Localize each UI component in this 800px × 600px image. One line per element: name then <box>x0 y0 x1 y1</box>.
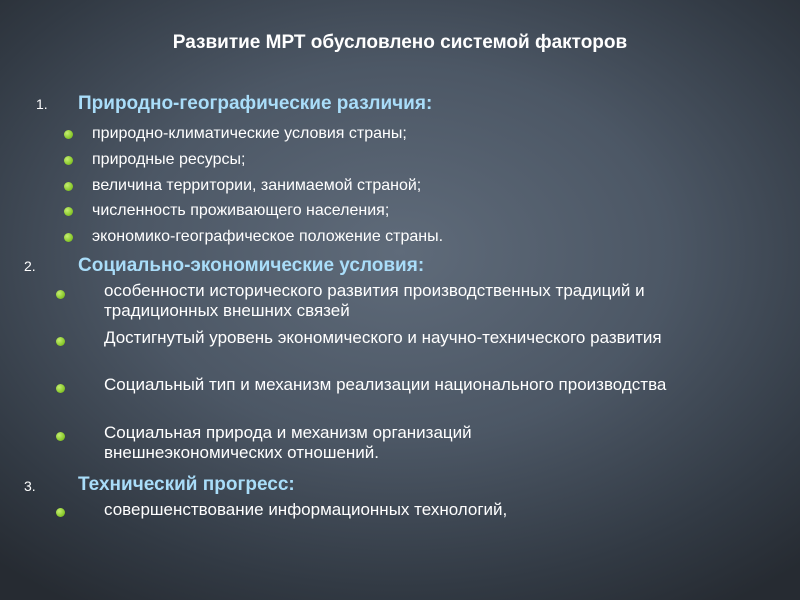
list-item: природно-климатические условия страны; <box>92 125 407 142</box>
section-1-heading: Природно-географические различия: <box>78 93 433 114</box>
bullet-icon <box>56 432 65 441</box>
bullet-icon <box>64 207 73 216</box>
list-item: величина территории, занимаемой страной; <box>92 177 422 194</box>
bullet-icon <box>56 508 65 517</box>
section-2-heading: Социально-экономические условия: <box>78 255 425 276</box>
bullet-icon <box>64 182 73 191</box>
list-item: природные ресурсы; <box>92 151 246 168</box>
section-1-number: 1. <box>36 96 48 112</box>
list-item: совершенствование информационных технологий, <box>104 500 508 519</box>
list-item: Достигнутый уровень экономического и научно-технического развития <box>104 328 662 347</box>
bullet-icon <box>64 130 73 139</box>
bullet-icon <box>64 233 73 242</box>
section-3-heading: Технический прогресс: <box>78 474 295 495</box>
bullet-icon <box>56 290 65 299</box>
list-item: Социальная природа и механизм организаций внешнеэкономических отношений. <box>104 423 472 462</box>
slide-title: Развитие МРТ обусловлено системой факторов <box>172 32 628 53</box>
section-3-number: 3. <box>24 478 36 494</box>
list-item: Социальный тип и механизм реализации национального производства <box>104 375 667 394</box>
list-item: численность проживающего населения; <box>92 202 390 219</box>
bullet-icon <box>56 384 65 393</box>
section-2-number: 2. <box>24 258 36 274</box>
list-item: особенности исторического развития производственных традиций и традиционных внешних связей <box>104 281 645 320</box>
bullet-icon <box>64 156 73 165</box>
bullet-icon <box>56 337 65 346</box>
list-item: экономико-географическое положение страны. <box>92 228 444 245</box>
